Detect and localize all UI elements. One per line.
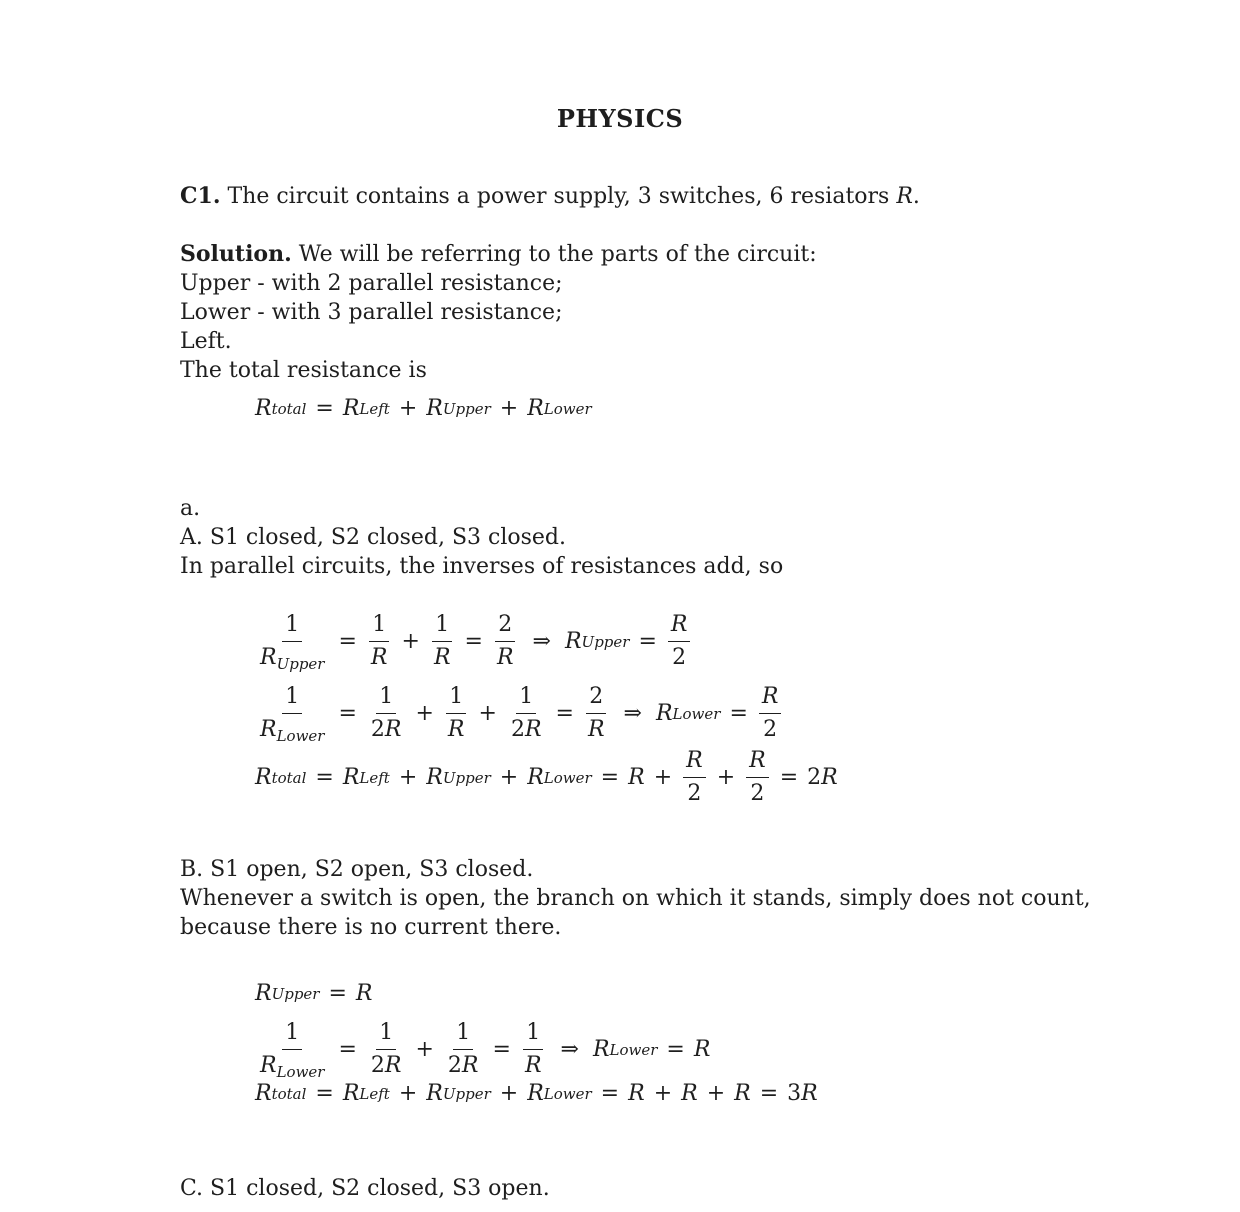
part-left: Left. xyxy=(180,329,232,354)
case-a-heading: A. S1 closed, S2 closed, S3 closed. xyxy=(180,525,567,550)
page-title: PHYSICS xyxy=(556,104,684,133)
part-a-label: a. xyxy=(180,496,201,521)
equation-b-total: R total = R Left + R Upper + R Lower = R + R + R = 3 R xyxy=(255,1081,818,1106)
equation-a-upper: $\frac{1}{R_{Upper}}$ = $\frac{1}{R}$ + $\frac{1}{R}$ = $\frac{2}{R}$ ⇒ R Upper = $\frac{R}{2}$ xyxy=(255,612,692,671)
total-intro: The total resistance is xyxy=(180,358,427,383)
solution-intro-text: We will be referring to the parts of the circuit: xyxy=(298,242,817,267)
solution-intro xyxy=(180,240,817,269)
equation-a-lower: $\frac{1}{R_{Lower}}$ = $\frac{1}{2R}$ + $\frac{1}{R}$ + $\frac{1}{2R}$ = $\frac{2}{R}$ ⇒ R Lower = $\frac{R}{2}$ xyxy=(255,684,783,743)
problem-statement: C1. The circuit contains a power supply, 3 switches, 6 resiators R. xyxy=(180,183,920,209)
parallel-note: In parallel circuits, the inverses of resistances add, so xyxy=(180,554,784,579)
equation-total-resistance: R total = R Left + R Upper + R Lower xyxy=(255,396,592,421)
problem-label: C1. xyxy=(180,183,221,209)
resistor-symbol: R xyxy=(896,184,913,209)
open-note-line-2: because there is no current there. xyxy=(180,915,562,940)
case-b-heading: B. S1 open, S2 open, S3 closed. xyxy=(180,857,534,882)
part-upper: Upper - with 2 parallel resistance; xyxy=(180,271,563,296)
problem-text: The circuit contains a power supply, 3 switches, 6 resiators xyxy=(227,184,890,209)
open-note-line-1: Whenever a switch is open, the branch on which it stands, simply does not count, xyxy=(180,886,1091,911)
equation-b-upper: R Upper = R xyxy=(255,981,373,1006)
equation-b-lower: $\frac{1}{R_{Lower}}$ = $\frac{1}{2R}$ + $\frac{1}{2R}$ = $\frac{1}{R}$ ⇒ R Lower = R xyxy=(260,1020,711,1081)
equation-a-total: R total = R Left + R Upper + R Lower = R + $\frac{R}{2}$ + $\frac{R}{2}$ = 2 R xyxy=(255,748,838,806)
part-lower: Lower - with 3 parallel resistance; xyxy=(180,300,563,325)
solution-label: Solution. xyxy=(180,241,292,267)
case-c-heading: C. S1 closed, S2 closed, S3 open. xyxy=(180,1176,550,1201)
